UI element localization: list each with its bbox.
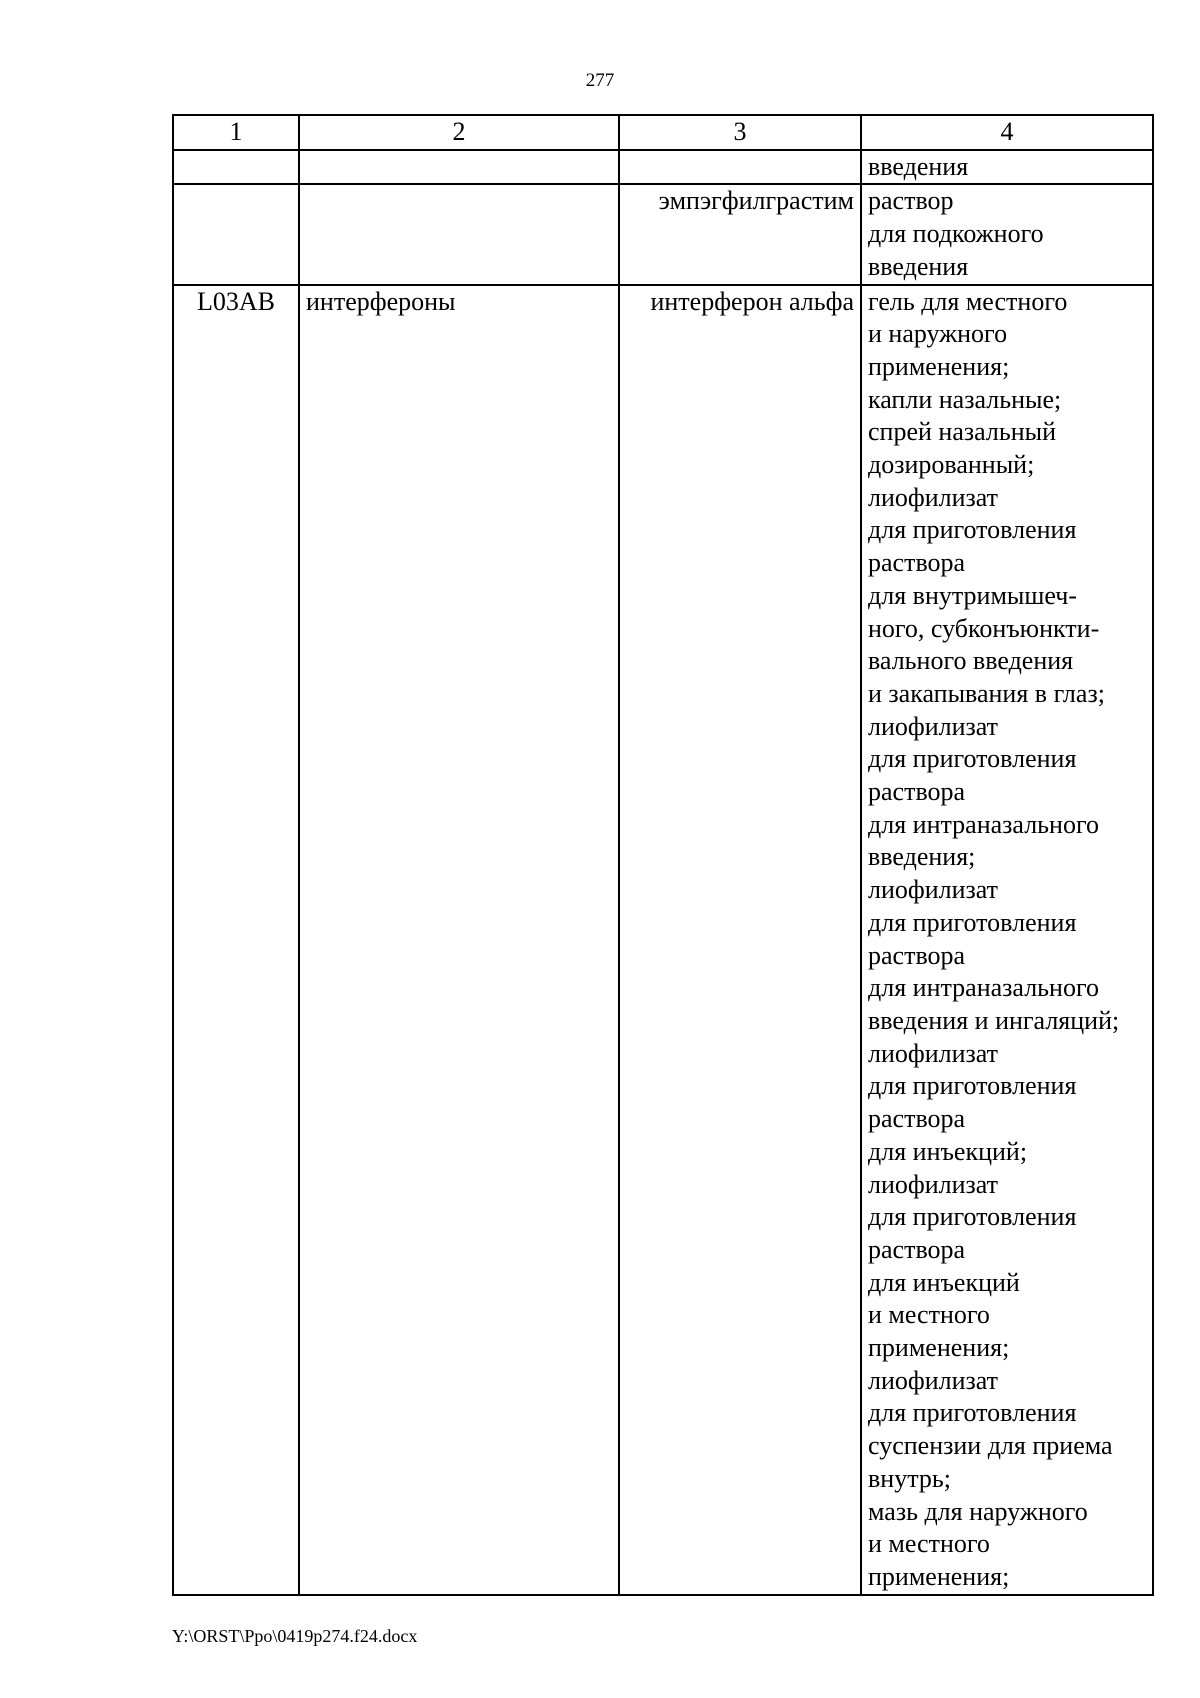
column-header-1: 1 xyxy=(173,115,299,150)
column-header-3: 3 xyxy=(619,115,861,150)
dosage-form-line: суспензии для приема xyxy=(868,1431,1113,1461)
dosage-form-line: введения; xyxy=(868,842,976,872)
table-row xyxy=(173,285,1153,1595)
atc-code-cell xyxy=(173,184,299,284)
drug-name-cell: интерферон альфа xyxy=(619,285,861,1595)
dosage-form-line: гель для местного xyxy=(868,286,1068,316)
dosage-form-line: лиофилизат xyxy=(868,711,999,741)
dosage-form-line: внутрь; xyxy=(868,1463,951,1493)
table-row xyxy=(173,184,1153,284)
dosage-form-line: раствора xyxy=(868,1104,966,1134)
column-header-4: 4 xyxy=(861,115,1153,150)
dosage-form-line: лиофилизат xyxy=(868,1169,999,1199)
dosage-form-line: для подкожного xyxy=(868,219,1044,249)
dosage-forms-cell xyxy=(861,150,1153,185)
dosage-form-line: для приготовления xyxy=(868,515,1077,545)
table-header-row xyxy=(173,115,1153,150)
table-row xyxy=(173,150,1153,185)
drug-table xyxy=(172,114,1154,1596)
group-cell xyxy=(299,150,619,185)
dosage-form-line: введения xyxy=(868,151,969,181)
file-path-footer: Y:\ORST\Ppo\0419p274.f24.docx xyxy=(172,1626,418,1646)
group-cell xyxy=(299,184,619,284)
dosage-form-line: для инъекций xyxy=(868,1267,1020,1297)
dosage-form-line: спрей назальный xyxy=(868,417,1057,447)
dosage-form-line: вального введения xyxy=(868,646,1074,676)
dosage-form-line: для приготовления xyxy=(868,744,1077,774)
atc-code-cell xyxy=(173,150,299,185)
dosage-form-line: мазь для наружного xyxy=(868,1496,1088,1526)
dosage-form-line: для приготовления xyxy=(868,1071,1077,1101)
drug-name-cell xyxy=(619,150,861,185)
dosage-form-line: лиофилизат xyxy=(868,875,999,905)
dosage-form-line: и местного xyxy=(868,1300,990,1330)
dosage-form-line: для инъекций; xyxy=(868,1136,1028,1166)
atc-code-cell: L03AB xyxy=(173,285,299,1595)
dosage-form-line: для интраназального xyxy=(868,809,1099,839)
dosage-forms-cell xyxy=(861,184,1153,284)
dosage-form-line: и закапывания в глаз; xyxy=(868,678,1105,708)
dosage-form-line: раствор xyxy=(868,186,954,216)
dosage-form-line: дозированный; xyxy=(868,450,1035,480)
dosage-form-line: лиофилизат xyxy=(868,1038,999,1068)
dosage-form-line: введения и ингаляций; xyxy=(868,1005,1120,1035)
dosage-form-line: для приготовления xyxy=(868,907,1077,937)
dosage-form-line: применения; xyxy=(868,1561,1010,1591)
dosage-forms-cell xyxy=(861,285,1153,1595)
dosage-form-line: и наружного xyxy=(868,319,1008,349)
dosage-form-line: для приготовления xyxy=(868,1398,1077,1428)
dosage-form-line: применения; xyxy=(868,351,1010,381)
dosage-form-line: лиофилизат xyxy=(868,482,999,512)
dosage-form-line: для интраназального xyxy=(868,973,1099,1003)
dosage-form-line: раствора xyxy=(868,1234,966,1264)
dosage-form-line: раствора xyxy=(868,548,966,578)
dosage-form-line: капли назальные; xyxy=(868,384,1062,414)
dosage-form-line: для приготовления xyxy=(868,1202,1077,1232)
dosage-form-line: раствора xyxy=(868,777,966,807)
group-cell: интерфероны xyxy=(299,285,619,1595)
dosage-form-line: раствора xyxy=(868,940,966,970)
dosage-form-line: лиофилизат xyxy=(868,1365,999,1395)
dosage-form-line: ного, субконъюнкти- xyxy=(868,613,1100,643)
column-header-2: 2 xyxy=(299,115,619,150)
dosage-form-line: и местного xyxy=(868,1529,990,1559)
page-number: 277 xyxy=(585,70,615,91)
dosage-form-line: для внутримышеч- xyxy=(868,580,1078,610)
drug-name-cell: эмпэгфилграстим xyxy=(619,184,861,284)
dosage-form-line: применения; xyxy=(868,1333,1010,1363)
dosage-form-line: введения xyxy=(868,251,969,281)
